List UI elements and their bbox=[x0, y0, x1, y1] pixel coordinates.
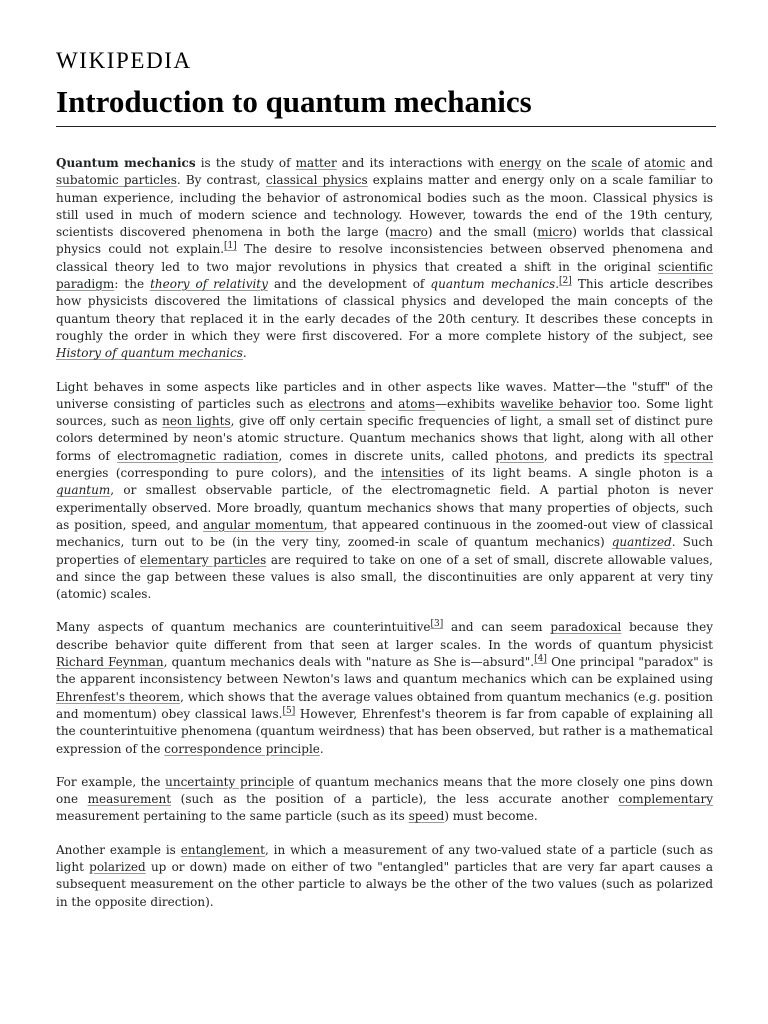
article-link[interactable]: neon lights bbox=[162, 414, 231, 429]
article-link[interactable]: micro bbox=[537, 225, 573, 240]
article-link[interactable]: classical physics bbox=[265, 173, 368, 188]
article-link[interactable]: speed bbox=[408, 809, 445, 824]
text-run: One principal "paradox" is the apparent inconsistency between Newton's laws and quantum mechanics which can be explained using bbox=[56, 655, 714, 687]
article-link[interactable]: theory of relativity bbox=[150, 277, 268, 292]
article-paragraph bbox=[56, 774, 713, 826]
article-link[interactable]: Richard Feynman bbox=[56, 655, 164, 670]
article-link[interactable]: intensities bbox=[381, 466, 445, 481]
article-link[interactable]: spectral bbox=[663, 448, 714, 463]
article-link[interactable]: complementary bbox=[618, 792, 714, 807]
text-run: ) worlds that classical physics could not explain. bbox=[56, 225, 713, 257]
article-paragraph bbox=[56, 619, 713, 757]
text-run: —exhibits bbox=[435, 396, 501, 411]
text-run: This article describes how physicists discovered the limitations of classical physics and developed the main concepts of the quantum theory that replaced it in the early decades of the 20th century. It describes these concepts in roughly the order in which they were first discovered. For a more complete history of the subject, see bbox=[56, 277, 713, 343]
article-link[interactable]: wavelike behavior bbox=[500, 396, 613, 411]
article-link[interactable]: matter bbox=[295, 156, 337, 170]
article-link[interactable]: scale bbox=[591, 156, 623, 170]
article-body bbox=[56, 155, 713, 927]
text-run: and the development of bbox=[267, 277, 431, 292]
text-run: too. Some light sources, such as bbox=[56, 396, 714, 429]
article-paragraph bbox=[56, 155, 713, 363]
text-run: ) and the small ( bbox=[427, 225, 538, 240]
article-paragraph bbox=[56, 379, 713, 604]
article-link[interactable]: History of quantum mechanics bbox=[56, 346, 243, 361]
text-run: and bbox=[364, 396, 399, 411]
text-run: Another example is bbox=[56, 842, 181, 857]
article-link[interactable]: elementary particles bbox=[139, 552, 267, 567]
text-run: Many aspects of quantum mechanics are counterintuitive bbox=[56, 620, 431, 635]
article-link[interactable]: macro bbox=[389, 225, 428, 240]
text-run: of quantum mechanics means that the more closely one pins down one bbox=[56, 774, 714, 807]
text-run: , give off only certain specific frequencies of light, a small set of distinct pure colors determined by neon's atomic structure. Quantum mechanics shows that light, along with all other forms of bbox=[56, 414, 713, 463]
text-run: on the bbox=[541, 156, 592, 170]
text-run: measurement pertaining to the same particle (such as its bbox=[56, 809, 409, 824]
reference-link[interactable]: [1] bbox=[224, 241, 237, 252]
article-link[interactable]: atoms bbox=[398, 396, 435, 411]
article-link[interactable]: quantized bbox=[611, 535, 672, 550]
reference-link[interactable]: [5] bbox=[282, 705, 296, 716]
text-run: (such as the position of a particle), the less accurate another bbox=[171, 792, 619, 807]
text-run: of its light beams. A single photon is a bbox=[444, 466, 713, 481]
article-link[interactable]: measurement bbox=[87, 792, 172, 807]
text-run: , or smallest observable particle, of the electromagnetic field. A partial photon is never experimentally observed. More broadly, quantum mechanics shows that many properties of objects, such as position, speed, and bbox=[56, 483, 713, 532]
text-run: , which shows that the average values obtained from quantum mechanics (e.g. position and momentum) obey classical laws. bbox=[56, 689, 713, 721]
text-run: and can seem bbox=[443, 620, 551, 635]
text-run: explains matter and energy only on a scale familiar to human experience, including the behavior of astronomical bodies such as the moon. Classical physics is still used in much of modern science and technology. However, towards the end of the 19th century, scientists discovered phenomena in both the large ( bbox=[56, 173, 713, 240]
article-link[interactable]: electromagnetic radiation bbox=[117, 448, 279, 463]
text-run: , that appeared continuous in the zoomed-out view of classical mechanics, turn out to be (in the very tiny, zoomed-in scale of quantum mechanics) bbox=[56, 517, 713, 550]
text-run: Light behaves in some aspects like particles and in other aspects like waves. Matter—the "stuff" of the universe consisting of particles such as bbox=[56, 379, 713, 411]
wikipedia-logo[interactable]: WIKIPEDIA bbox=[56, 48, 192, 73]
article-link[interactable]: atomic bbox=[644, 156, 686, 170]
text-run: energies (corresponding to pure colors), and the bbox=[56, 466, 382, 481]
article-link[interactable]: electrons bbox=[308, 396, 365, 411]
text-run: and bbox=[685, 156, 713, 170]
reference-link[interactable]: [3] bbox=[430, 619, 444, 630]
italic-text: quantum mechanics bbox=[430, 277, 556, 292]
text-run: : the bbox=[114, 277, 151, 292]
text-run: , in which a measurement of any two-valued state of a particle (such as light bbox=[56, 842, 713, 874]
text-run: , and predicts its bbox=[543, 448, 664, 463]
reference-link[interactable]: [4] bbox=[534, 654, 547, 665]
article-link[interactable]: photons bbox=[495, 448, 544, 463]
text-run: . By contrast, bbox=[176, 173, 266, 188]
article-link[interactable]: paradoxical bbox=[550, 620, 622, 635]
bold-term: Quantum mechanics bbox=[56, 156, 196, 170]
text-run: is the study of bbox=[195, 156, 296, 170]
article-link[interactable]: correspondence principle bbox=[164, 741, 320, 756]
text-run: . bbox=[555, 277, 560, 292]
text-run: up or down) made on either of two "entangled" particles that are very far apart causes a subsequent measurement on the other particle to always be the other of the two values (such as polarized in the opposite direction). bbox=[56, 859, 713, 909]
article-link[interactable]: entanglement bbox=[180, 842, 265, 857]
text-run: , comes in discrete units, called bbox=[278, 448, 496, 463]
article-link[interactable]: angular momentum bbox=[203, 517, 324, 532]
article-link[interactable]: energy bbox=[499, 156, 542, 170]
text-run: For example, the bbox=[56, 774, 166, 789]
reference-link[interactable]: [2] bbox=[559, 276, 572, 287]
article-link[interactable]: scientific paradigm bbox=[56, 259, 713, 292]
text-run: ) must become. bbox=[444, 809, 538, 824]
article-link[interactable]: quantum bbox=[56, 483, 111, 498]
article-link[interactable]: uncertainty principle bbox=[165, 774, 295, 789]
text-run: . bbox=[242, 346, 247, 361]
article-link[interactable]: polarized bbox=[89, 859, 146, 874]
article-paragraph bbox=[56, 842, 713, 911]
text-run: and its interactions with bbox=[336, 156, 500, 170]
text-run: . bbox=[319, 741, 324, 756]
text-run: However, Ehrenfest's theorem is far from capable of explaining all the counterintuitive phenomena (quantum weirdness) that has been observed, but rather is a mathematical expression of the bbox=[56, 706, 713, 756]
page-title: Introduction to quantum mechanics bbox=[56, 84, 716, 127]
text-run: because they describe behavior quite different from that seen at larger scales. In the words of quantum physicist bbox=[56, 620, 713, 652]
text-run: of bbox=[622, 156, 645, 170]
text-run: are required to take on one of a set of small, discrete allowable values, and since the gap between these values is also small, the discontinuities are only apparent at very tiny (atomic) scales. bbox=[56, 552, 713, 602]
text-run: The desire to resolve inconsistencies between observed phenomena and classical theory led to two major revolutions in physics that created a shift in the original bbox=[56, 242, 713, 274]
article-link[interactable]: Ehrenfest's theorem bbox=[56, 689, 181, 704]
article-link[interactable]: subatomic particles bbox=[56, 173, 177, 188]
text-run: . Such properties of bbox=[56, 535, 713, 567]
text-run: , quantum mechanics deals with "nature as She is—absurd". bbox=[163, 655, 535, 670]
